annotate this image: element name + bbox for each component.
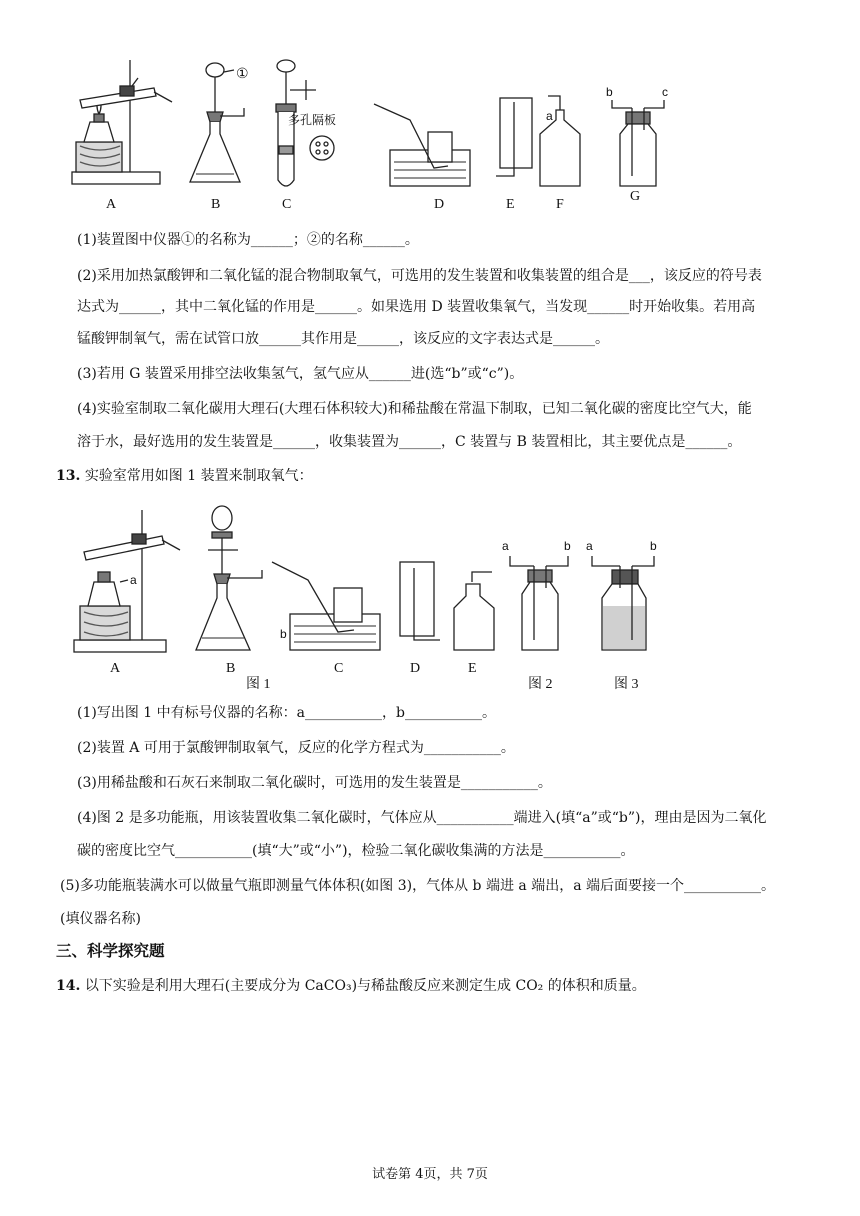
q13-part1: (1)写出图 1 中有标号仪器的名称：a___________，b___________。 bbox=[77, 705, 496, 721]
q13-part5-line1: (5)多功能瓶装满水可以做量气瓶即测量气体体积(如图 3)，气体从 b 端进 a 端出，a 端后面要接一个___________。 bbox=[60, 878, 776, 894]
q13-mark-b: b bbox=[280, 627, 287, 641]
q13-part2: (2)装置 A 可用于氯酸钾制取氧气，反应的化学方程式为___________。 bbox=[77, 740, 515, 756]
q12-part2-line3: 锰酸钾制氧气，需在试管口放______其作用是______，该反应的文字表达式是______。 bbox=[77, 331, 609, 347]
q13-part3: (3)用稀盐酸和石灰石来制取二氧化碳时，可选用的发生装置是___________。 bbox=[77, 775, 552, 791]
porous-plate-label: 多孔隔板 bbox=[288, 113, 337, 127]
q13-apparatus-b bbox=[196, 506, 262, 650]
q12-part1: (1)装置图中仪器①的名称为______；②的名称______。 bbox=[77, 232, 419, 248]
q13-apparatus-d bbox=[400, 562, 440, 640]
label-a: A bbox=[106, 197, 117, 212]
q13-part4-line1: (4)图 2 是多功能瓶，用该装置收集二氧化碳时，气体应从___________端进入(填“a”或“b”)，理由是因为二氧化 bbox=[77, 810, 767, 826]
tube-label-c: c bbox=[662, 85, 668, 99]
q13-number: 13. bbox=[56, 468, 81, 484]
q13-label-c: C bbox=[334, 661, 344, 676]
q13-mark-a: a bbox=[130, 573, 137, 587]
fig3-mark-a: a bbox=[586, 539, 593, 553]
page-footer: 试卷第 4页，共 7页 bbox=[372, 1167, 488, 1182]
marker-1: ① bbox=[236, 67, 249, 82]
q13-label-b: B bbox=[226, 661, 236, 676]
q12-part2-line1: (2)采用加热氯酸钾和二氧化锰的混合物制取氧气，可选用的发生装置和收集装置的组合是___，该反应的符号表 bbox=[77, 268, 762, 284]
q12-part2-line2: 达式为______，其中二氧化锰的作用是______。如果选用 D 装置收集氧气，当发现______时开始收集。若用高 bbox=[77, 299, 756, 315]
tube-label-b: b bbox=[606, 85, 613, 99]
label-e: E bbox=[506, 197, 515, 212]
label-c: C bbox=[282, 197, 292, 212]
q14-number: 14. bbox=[56, 978, 81, 994]
q14-stem: 以下实验是利用大理石(主要成分为 CaCO₃)与稀盐酸反应来测定生成 CO₂ 的体积和质量。 bbox=[84, 978, 646, 994]
section-3-title: 三、科学探究题 bbox=[56, 942, 165, 960]
apparatus-e bbox=[496, 98, 532, 176]
apparatus-d bbox=[374, 104, 470, 186]
fig2-bottle bbox=[510, 556, 568, 650]
apparatus-figure-q13 bbox=[62, 490, 702, 695]
q13-apparatus-c bbox=[272, 562, 380, 650]
label-g: G bbox=[630, 189, 641, 204]
fig3-mark-b: b bbox=[650, 539, 657, 553]
q13-apparatus-e bbox=[454, 572, 494, 650]
label-b: B bbox=[211, 197, 221, 212]
fig3-caption: 图 3 bbox=[614, 677, 639, 692]
fig3-bottle bbox=[592, 556, 654, 650]
q13-label-a: A bbox=[110, 661, 121, 676]
fig2-mark-b: b bbox=[564, 539, 571, 553]
apparatus-a bbox=[72, 60, 172, 184]
fig1-caption: 图 1 bbox=[246, 677, 271, 692]
apparatus-g bbox=[612, 100, 664, 186]
q13-part4-line2: 碳的密度比空气___________(填“大”或“小”)，检验二氧化碳收集满的方法是___________。 bbox=[77, 843, 635, 859]
apparatus-figure-q12 bbox=[60, 50, 690, 215]
q12-part3: (3)若用 G 装置采用排空法收集氢气，氢气应从______进(选“b”或“c”)。 bbox=[77, 366, 524, 382]
q13-apparatus-a bbox=[74, 510, 180, 652]
q12-part4-line2: 溶于水，最好选用的发生装置是______，收集装置为______，C 装置与 B 装置相比，其主要优点是______。 bbox=[77, 434, 742, 450]
q13-stem-row bbox=[56, 466, 313, 486]
fig2-caption: 图 2 bbox=[528, 677, 553, 692]
q12-part4-line1: (4)实验室制取二氧化碳用大理石(大理石体积较大)和稀盐酸在常温下制取，已知二氧化碳的密度比空气大，能 bbox=[77, 401, 752, 417]
q13-label-e: E bbox=[468, 661, 477, 676]
fig2-mark-a: a bbox=[502, 539, 509, 553]
q14-stem-row bbox=[56, 976, 646, 996]
q13-part5-line2: (填仪器名称) bbox=[60, 911, 141, 927]
q13-stem: 实验室常用如图 1 装置来制取氧气： bbox=[84, 468, 313, 484]
label-d: D bbox=[434, 197, 445, 212]
label-f: F bbox=[556, 197, 564, 212]
q13-label-d: D bbox=[410, 661, 421, 676]
tube-label-a: a bbox=[546, 109, 553, 123]
